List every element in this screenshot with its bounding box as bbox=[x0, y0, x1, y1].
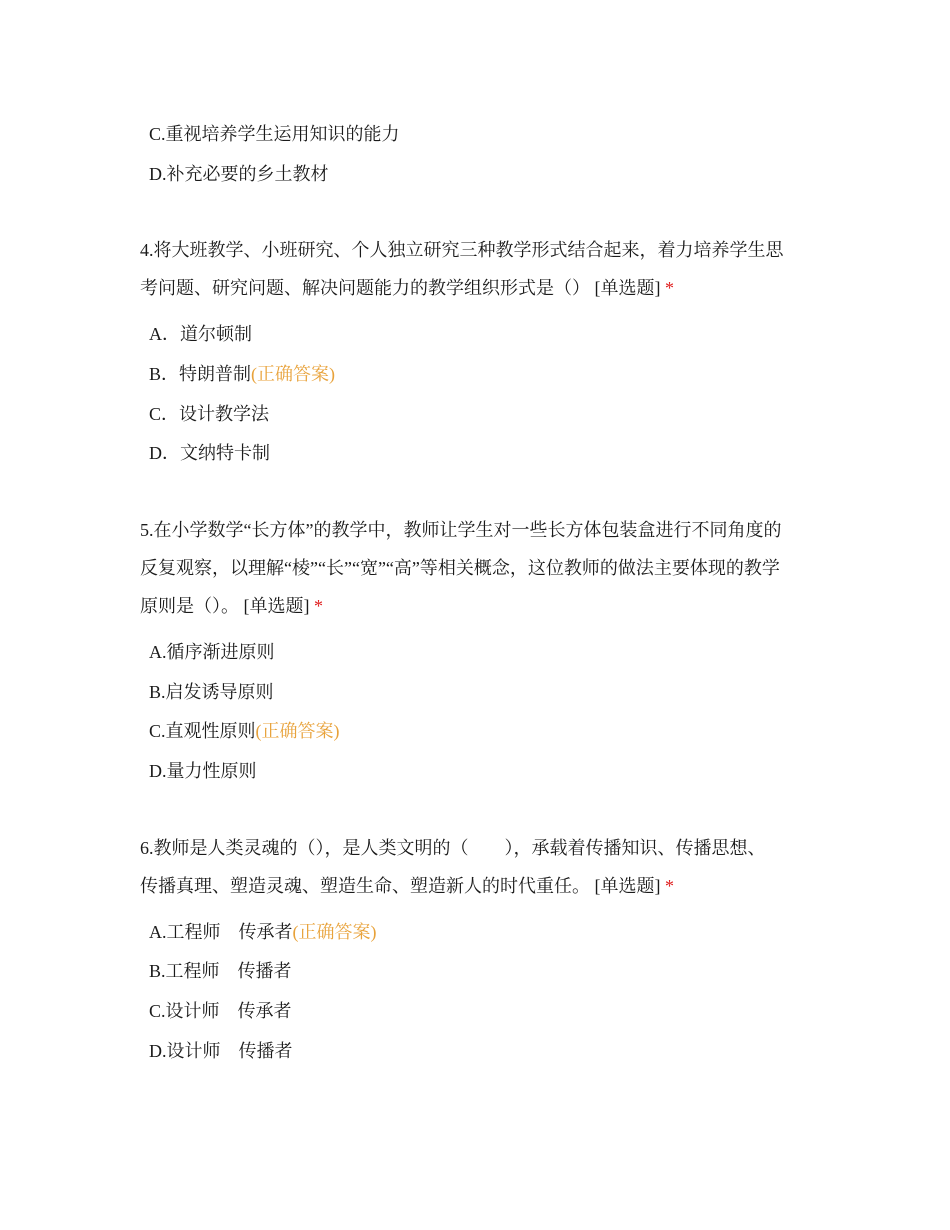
q3-option-d[interactable] bbox=[149, 163, 329, 185]
single-choice-tag: [单选题] bbox=[243, 596, 310, 616]
option-text: D.量力性原则 bbox=[149, 761, 257, 781]
q4-option-c[interactable] bbox=[149, 403, 269, 425]
q5-title-line-3 bbox=[140, 595, 323, 617]
correct-answer-mark: (正确答案) bbox=[255, 721, 340, 741]
q4-title-line-1: 4.将大班教学、小班研究、个人独立研究三种教学形式结合起来，着力培养学生思 bbox=[140, 240, 784, 260]
q6-title-line-1: 6.教师是人类灵魂的（），是人类文明的（ ），承载着传播知识、传播思想、 bbox=[140, 838, 766, 858]
required-star: * bbox=[314, 596, 323, 616]
q6-option-b[interactable] bbox=[149, 960, 292, 982]
q5-option-d[interactable] bbox=[149, 760, 257, 782]
single-choice-tag: [单选题] bbox=[594, 278, 661, 298]
single-choice-tag: [单选题] bbox=[594, 876, 661, 896]
question-text: 原则是（）。 bbox=[140, 596, 239, 616]
option-text: C.设计师 传承者 bbox=[149, 1001, 292, 1021]
option-text: C.直观性原则 bbox=[149, 721, 256, 741]
q5-option-c[interactable] bbox=[149, 720, 340, 742]
option-text: B．特朗普制 bbox=[149, 364, 252, 384]
q5-title-line-2: 反复观察，以理解“棱”“长”“宽”“高”等相关概念，这位教师的做法主要体现的教学 bbox=[140, 558, 780, 578]
option-text: C．设计教学法 bbox=[149, 404, 270, 424]
option-text: D．文纳特卡制 bbox=[149, 443, 270, 463]
option-text: D.设计师 传播者 bbox=[149, 1041, 293, 1061]
q3-option-c[interactable] bbox=[149, 123, 400, 145]
correct-answer-mark: (正确答案) bbox=[292, 922, 377, 942]
q6-option-c[interactable] bbox=[149, 1000, 292, 1022]
q5-option-b[interactable] bbox=[149, 681, 274, 703]
q4-option-d[interactable] bbox=[149, 442, 270, 464]
option-text: C.重视培养学生运用知识的能力 bbox=[149, 124, 400, 144]
required-star: * bbox=[665, 876, 674, 896]
option-text: B.工程师 传播者 bbox=[149, 961, 292, 981]
q6-option-d[interactable] bbox=[149, 1040, 293, 1062]
option-text: A.循序渐进原则 bbox=[149, 642, 275, 662]
option-text: A.工程师 传承者 bbox=[149, 922, 293, 942]
q4-title-line-2 bbox=[140, 277, 674, 299]
question-text: 传播真理、塑造灵魂、塑造生命、塑造新人的时代重任。 bbox=[140, 876, 590, 896]
option-text: A．道尔顿制 bbox=[149, 324, 252, 344]
option-text: B.启发诱导原则 bbox=[149, 682, 274, 702]
q5-title-line-1: 5.在小学数学“长方体”的教学中，教师让学生对一些长方体包装盒进行不同角度的 bbox=[140, 520, 782, 540]
q5-option-a[interactable] bbox=[149, 641, 275, 663]
option-text: D.补充必要的乡土教材 bbox=[149, 164, 329, 184]
correct-answer-mark: (正确答案) bbox=[251, 364, 336, 384]
q4-option-b[interactable] bbox=[149, 363, 335, 385]
question-text: 考问题、研究问题、解决问题能力的教学组织形式是（） bbox=[140, 278, 590, 298]
q6-option-a[interactable] bbox=[149, 921, 377, 943]
q4-option-a[interactable] bbox=[149, 323, 252, 345]
q6-title-line-2 bbox=[140, 875, 674, 897]
required-star: * bbox=[665, 278, 674, 298]
